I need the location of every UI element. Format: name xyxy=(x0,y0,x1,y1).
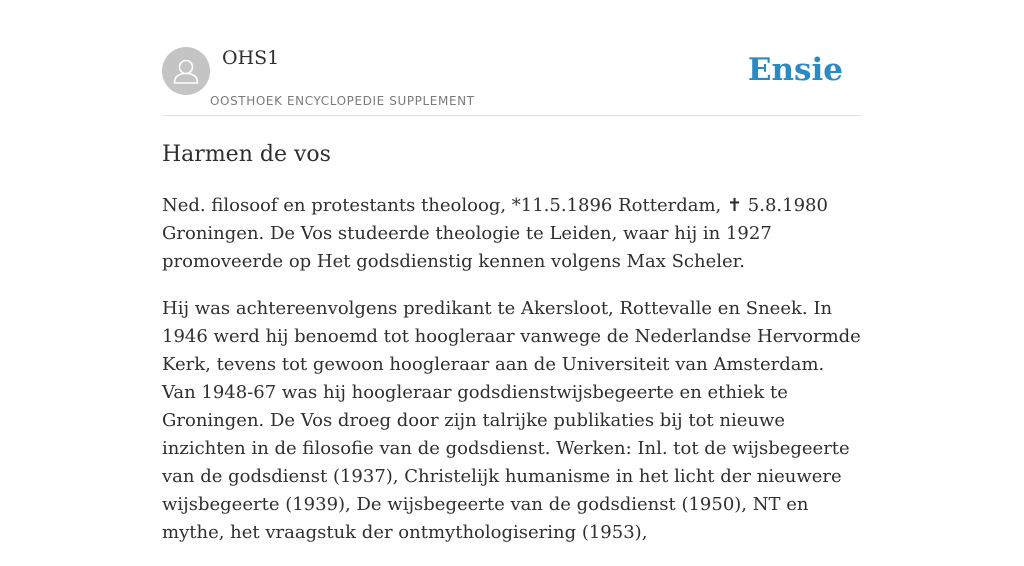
article-body xyxy=(162,192,862,566)
user-silhouette-icon xyxy=(162,47,210,95)
content-container xyxy=(162,0,862,543)
page-header xyxy=(162,0,862,116)
author-username-link[interactable]: OHS1 xyxy=(222,47,280,69)
article-paragraph: Hij was achtereenvolgens predikant te Akersloot, Rottevalle en Sneek. In 1946 werd hij benoemd tot hoogleraar vanwege de Nederlandse Hervormde Kerk, tevens tot gewoon hoogleraar aan de Universiteit van Amsterdam. Van 1948-67 was hij hoogleraar godsdienstwijsbegeerte en ethiek te Groningen. De Vos droeg door zijn talrijke publikaties bij tot nieuwe inzichten in de filosofie van de godsdienst. Werken: Inl. tot de wijsbegeerte van de godsdienst (1937), Christelijk humanisme in het licht der nieuwere wijsbegeerte (1939), De wijsbegeerte van de godsdienst (1950), NT en mythe, het vraagstuk der ontmythologisering (1953), xyxy=(162,298,861,543)
ensie-logo[interactable]: Ensie xyxy=(747,52,843,88)
user-avatar-icon[interactable] xyxy=(162,47,210,95)
source-label: OOSTHOEK ENCYCLOPEDIE SUPPLEMENT xyxy=(210,94,475,108)
article-title: Harmen de vos xyxy=(162,142,331,167)
article-paragraph: Ned. filosoof en protestants theoloog, *11.5.1896 Rotterdam, ✝ 5.8.1980 Groningen. De Vos studeerde theologie te Leiden, waar hij in 1927 promoveerde op Het godsdienstig kennen volgens Max Scheler. xyxy=(162,195,828,272)
